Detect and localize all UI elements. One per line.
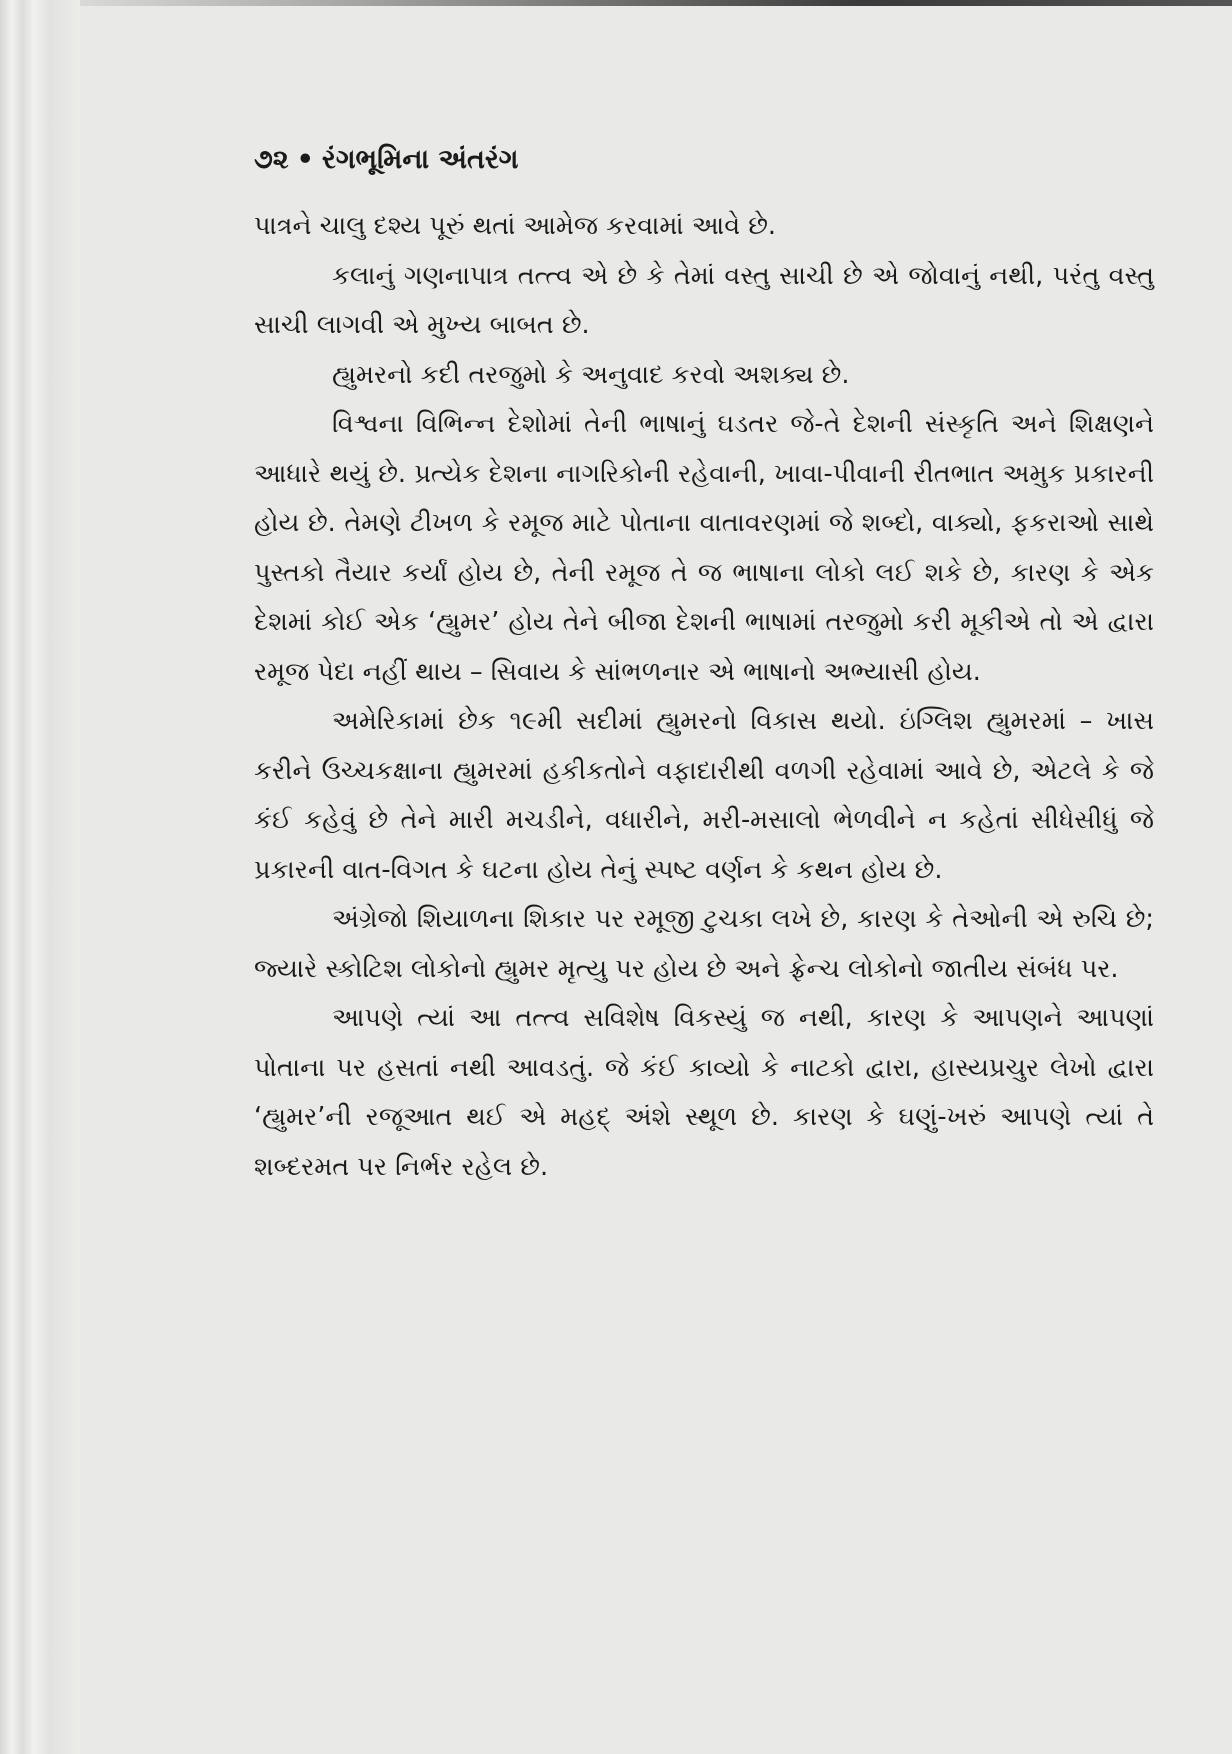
- paragraph-7: આપણે ત્યાં આ તત્ત્વ સવિશેષ વિકસ્યું જ નથી, કારણ કે આપણને આપણાં પોતાના પર હસતાં નથી આવડતું. જે કંઈ કાવ્યો કે નાટકો દ્વારા, હાસ્યપ્રચુર લેખો દ્વારા ‘હ્યુમર’ની રજૂઆત થઈ એ મહદ્ અંશે સ્થૂળ છે. કારણ કે ઘણું-ખરું આપણે ત્યાં તે શબ્દરમત પર નિર્ભર રહેલ છે.: [254, 1003, 1154, 1182]
- paragraph-1: પાત્રને ચાલુ દશ્ય પૂરું થતાં આમેજ કરવામાં આવે છે.: [254, 211, 777, 241]
- paragraph-6: અંગ્રેજો શિયાળના શિકાર પર રમૂજી ટુચકા લખે છે, કારણ કે તેઓની એ રુચિ છે; જ્યારે સ્કોટિશ લોકોનો હ્યુમર મૃત્યુ પર હોય છે અને ફ્રેન્ચ લોકોનો જાતીય સંબંધ પર.: [254, 904, 1154, 984]
- page-top-edge: [0, 0, 1232, 6]
- paragraph-2: કલાનું ગણનાપાત્ર તત્ત્વ એ છે કે તેમાં વસ્તુ સાચી છે એ જોવાનું નથી, પરંતુ વસ્તુ સાચી લાગવી એ મુખ્ય બાબત છે.: [254, 260, 1154, 340]
- paragraph-3: હ્યુમરનો કદી તરજુમો કે અનુવાદ કરવો અશક્ય છે.: [332, 359, 850, 390]
- book-page: [254, 140, 1154, 1192]
- header-separator: •: [296, 144, 314, 175]
- book-page-edges: [0, 0, 80, 1754]
- page-number: ૭૨: [254, 144, 289, 175]
- book-title: રંગભૂમિના અંતરંગ: [321, 144, 519, 175]
- paragraph-4: વિશ્વના વિભિન્ન દેશોમાં તેની ભાષાનું ઘડતર જે-તે દેશની સંસ્કૃતિ અને શિક્ષણને આધારે થયું છે. પ્રત્યેક દેશના નાગરિકોની રહેવાની, ખાવા-પીવાની રીતભાત અમુક પ્રકારની હોય છે. તેમણે ટીખળ કે રમૂજ માટે પોતાના વાતાવરણમાં જે શબ્દો, વાક્યો, ફકરાઓ સાથે પુસ્તકો તૈયાર કર્યાં હોય છે, તેની રમૂજ તે જ ભાષાના લોકો લઈ શકે છે, કારણ કે એક દેશમાં કોઈ એક ‘હ્યુમર’ હોય તેને બીજા દેશની ભાષામાં તરજુમો કરી મૂકીએ તો એ દ્વારા રમૂજ પેદા નહીં થાય – સિવાય કે સાંભળનાર એ ભાષાનો અભ્યાસી હોય.: [254, 409, 1154, 687]
- running-head: [254, 140, 1154, 180]
- paragraph-5: અમેરિકામાં છેક ૧૯મી સદીમાં હ્યુમરનો વિકાસ થયો. ઇંગ્લિશ હ્યુમરમાં – ખાસ કરીને ઉચ્ચકક્ષાના હ્યુમરમાં હકીકતોને વફાદારીથી વળગી રહેવામાં આવે છે, એટલે કે જે કંઈ કહેવું છે તેને મારી મચડીને, વધારીને, મરી-મસાલો ભેળવીને ન કહેતાં સીધેસીધું જે પ્રકારની વાત-વિગત કે ઘટના હોય તેનું સ્પષ્ટ વર્ણન કે કથન હોય છે.: [254, 706, 1154, 885]
